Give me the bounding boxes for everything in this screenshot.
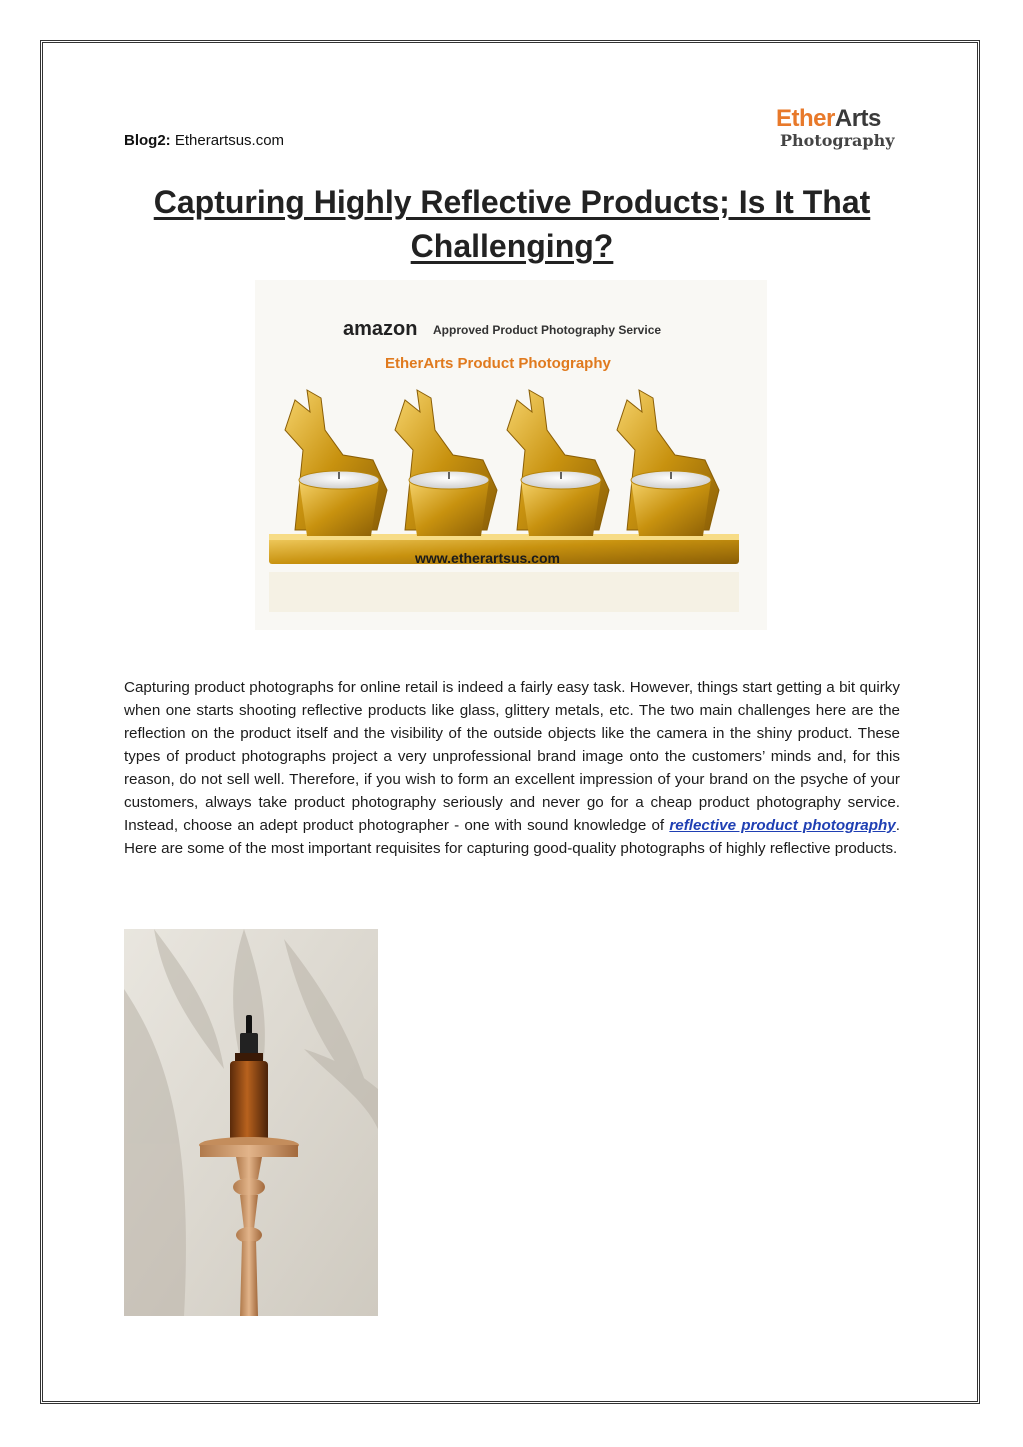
hero-brand-line: EtherArts Product Photography xyxy=(385,355,611,372)
hero-amazon-text: amazon xyxy=(343,318,418,340)
hero-image xyxy=(255,280,767,630)
logo-photography-text: Photography xyxy=(780,131,895,150)
etherarts-logo xyxy=(776,106,906,156)
hero-url-text: www.etherartsus.com xyxy=(415,550,560,566)
intro-text-before-link: Capturing product photographs for online retail is indeed a fairly easy task. However, things start getting a bit quirky when one starts shooting reflective products like glass, glittery metals, etc. The two main challenges here are the reflection on the product itself and the visibility of the outside objects like the camera in the shiny product. These types of product photographs project a very unprofessional brand image onto the customers’ minds and, for this reason, do not sell well. Therefore, if you wish to form an excellent impression of your brand on the psyche of your customers, always take product photography seriously and never go for a cheap product photography service. Instead, choose an adept product photographer - one with sound knowledge of xyxy=(124,679,900,834)
blog-label-prefix: Blog2: xyxy=(124,132,171,149)
intro-paragraph xyxy=(124,676,900,860)
blog-site-name: Etherartsus.com xyxy=(174,132,285,149)
blog-label xyxy=(124,132,284,149)
logo-ether-text: Ether xyxy=(776,105,835,132)
second-image xyxy=(124,929,378,1316)
logo-arts-text: Arts xyxy=(834,105,881,132)
reflective-product-photography-link[interactable]: reflective product photography xyxy=(669,817,896,834)
hero-tagline: Approved Product Photography Service xyxy=(433,323,662,337)
amber-dropper-bottle-image xyxy=(124,929,378,1316)
gold-reindeer-candle-holder-image xyxy=(255,280,767,630)
article-title: Capturing Highly Reflective Products; Is It That Challenging? xyxy=(153,184,871,264)
intro-text-after-link: . Here are some of the most important requisites for capturing good-quality photographs of highly reflective products. xyxy=(124,817,900,857)
